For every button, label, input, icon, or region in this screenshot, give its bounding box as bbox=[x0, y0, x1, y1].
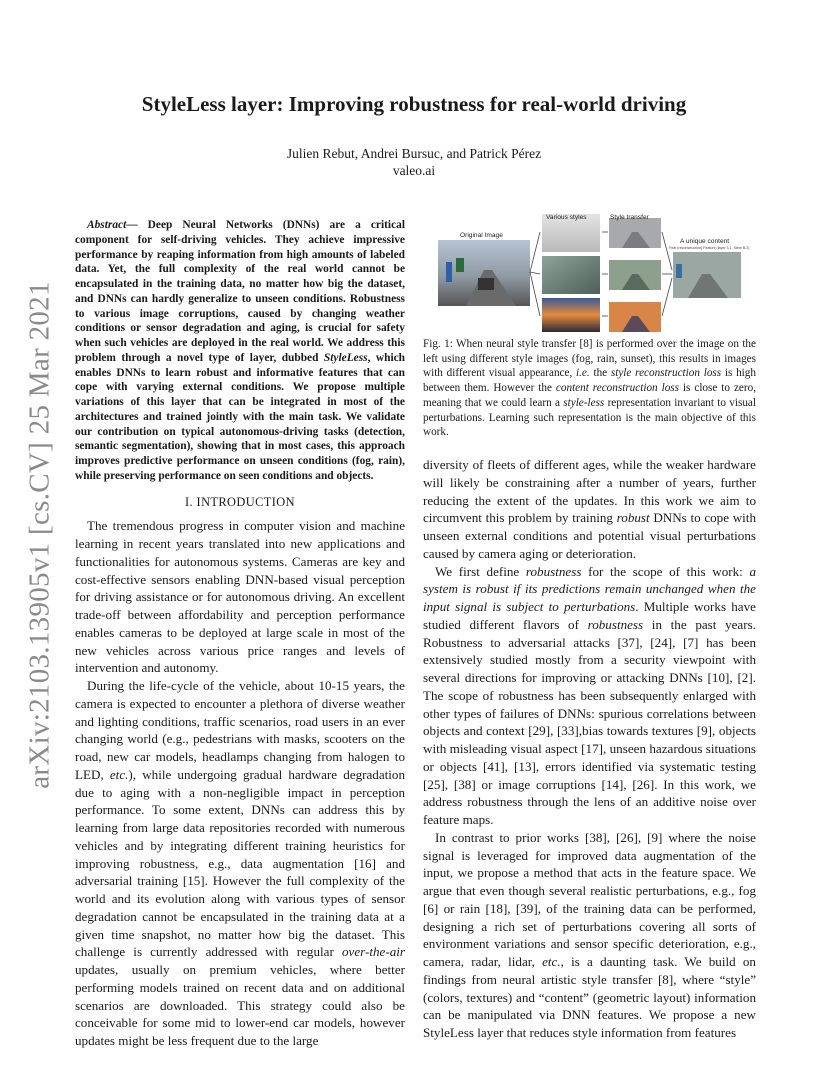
caption-style-less: style-less bbox=[563, 396, 605, 409]
right-p2-definition: a system is robust if its predictions remain unchanged when the input signal is subject to perturbations bbox=[423, 563, 756, 614]
right-p2-b: for the scope of this work: bbox=[581, 563, 750, 579]
right-paragraph-1 bbox=[423, 456, 756, 563]
abstract-label: Abstract bbox=[87, 219, 127, 231]
caption-e: representation invariant to visual perturbations. Learning such representation is the main objective of this work. bbox=[423, 396, 756, 439]
paper-title: StyleLess layer: Improving robustness for real-world driving bbox=[141, 92, 687, 116]
intro-p2-etc: etc. bbox=[109, 766, 129, 782]
section-heading-introduction: I. INTRODUCTION bbox=[185, 494, 295, 509]
left-column bbox=[75, 218, 405, 1050]
right-p1-a: diversity of fleets of different ages, while the weaker hardware will likely be constraining after a number of years, further reducing the extent of the updates. In this work we aim to circumvent this problem by training bbox=[423, 457, 756, 526]
intro-p2-a: During the life-cycle of the vehicle, about 10-15 years, the camera is expected to encounter a plethora of diverse weather and lighting conditions, traffic scenarios, road users in an ever changing world (e.g., pedestrians with masks, scooters on the road, new car models, headlamps changing from halogen to LED, bbox=[75, 678, 405, 782]
figure-1-caption bbox=[423, 337, 756, 440]
original-image bbox=[438, 240, 530, 306]
arxiv-identifier: arXiv:2103.13905v1 [cs.CV] 25 Mar 2021 bbox=[23, 281, 56, 789]
right-paragraph-2 bbox=[423, 563, 756, 829]
abstract-text-b: , which enables DNNs to learn robust and informative features that can cope with varying external conditions. We propose multiple variations of this layer that can be integrated in most of the architectures and trained jointly with the main task. We validate our contribution on typical autonomous-driving tasks (detection, semantic segmentation), showing that in most cases, this approach improves predictive performance on unseen conditions (fog, rain), while preserving performance on seen conditions and objects. bbox=[75, 351, 406, 482]
caption-style-reconstruction-loss: style reconstruction loss bbox=[610, 367, 722, 380]
intro-paragraph-1: The tremendous progress in computer vision and machine learning in recent years translated into new applications and functionalities for autonomous systems. Cameras are key and cost-effective sensors enabling DNN-based visual perception for driving assistance or for autonomous driving. An excellent trade-off between affordability and perception performance enables cameras to be deployed at large scale in most of the new vehicles across various price ranges and levels of intervention and autonomy. bbox=[75, 518, 405, 676]
transfer-rain-image bbox=[609, 260, 661, 290]
style-rain-image bbox=[542, 256, 600, 294]
figure-1-graphic bbox=[436, 212, 756, 334]
abstract bbox=[75, 218, 405, 484]
right-p3-b: , is a daunting task. We build on findings from neural artistic style transfer [8], where “style” (colors, textures) and “content” (geometric layout) information can be manipulated via DNN features. We propose a new StyleLess layer that reduces style information from features bbox=[423, 954, 756, 1040]
abstract-styleless: StyleLess bbox=[323, 351, 368, 364]
caption-content-reconstruction-loss: content reconstruction loss bbox=[555, 382, 679, 395]
caption-c: is high between them. However the bbox=[423, 367, 756, 395]
style-sunset-image bbox=[542, 298, 600, 332]
right-paragraph-3 bbox=[423, 829, 756, 1042]
intro-paragraph-2 bbox=[75, 677, 405, 1050]
label-original-image: Original Image bbox=[460, 232, 503, 239]
right-column bbox=[423, 456, 756, 1042]
label-unique-content-sub: Feat (reconstruction) Feature (layer 3.1, Stem B.2) bbox=[669, 246, 750, 250]
right-p2-robustness: robustness bbox=[525, 563, 582, 579]
unique-content-image bbox=[673, 252, 741, 298]
caption-d: is close to zero, meaning that we could learn a bbox=[423, 382, 756, 409]
figure-1 bbox=[436, 212, 756, 334]
label-various-styles: Various styles bbox=[546, 214, 587, 221]
transfer-sunset-image bbox=[609, 302, 661, 332]
right-p3-etc: etc. bbox=[542, 954, 561, 969]
right-p3-a: In contrast to prior works [38], [26], [9] where the noise signal is leveraged for improved data augmentation of the input, we propose a method that acts in the feature space. We argue that even though several realistic perturbations, e.g., fog [6] or rain [18], [39], of the training data can be performed, designing a rich set of perturbations covering all sorts of environment variations and sensor specific deterioration, e.g., camera, radar, lidar, bbox=[423, 829, 756, 969]
intro-p2-c: updates, usually on premium vehicles, where better performing models trained on recent data and on additional scenarios are downloaded. This strategy could also be conceivable for some mid to lower-end car models, however updates might be less frequent due to the large bbox=[75, 962, 405, 1048]
right-p2-a: We first define bbox=[435, 563, 526, 579]
caption-b: the bbox=[589, 367, 611, 380]
transfer-fog-image bbox=[609, 218, 661, 248]
label-unique-content: A unique content bbox=[680, 238, 730, 245]
arxiv-sidebar bbox=[20, 281, 60, 789]
intro-p2-b: ), while undergoing gradual hardware degradation due to aging with a non-negligible impact in perception performance. To some extent, DNNs can address this by learning from large data repositories recorded with numerous vehicles and by integrating different training heuristics for improving robustness, e.g., data augmentation [16] and adversarial training [15]. However the full complexity of the world and its evolution along with various types of sensor degradation cannot be encapsulated in the training data at a given time snapshot, no matter how big the dataset. This challenge is currently addressed with regular bbox=[75, 766, 406, 960]
caption-ie: i.e. bbox=[576, 367, 590, 380]
right-p2-robustness-2: robustness bbox=[587, 616, 644, 632]
right-p1-robust: robust bbox=[616, 510, 650, 526]
caption-a: Fig. 1: When neural style transfer [8] is performed over the image on the left using different style images (fog, rain, sunset), this results in images with different visual appearance, bbox=[423, 338, 756, 380]
right-p1-b: DNNs to cope with unseen external conditions and potential visual perturbations caused by camera aging or deterioration. bbox=[423, 510, 756, 561]
right-p2-d: in the past years. Robustness to adversarial attacks [37], [24], [7] has been extensively studied mostly from a security viewpoint with several directions for improving or attacking DNNs [10], [2]. The scope of robustness has been subsequently enlarged with other types of failures of DNNs: spurious correlations between objects and context [29], [33],bias towards textures [9], objects with misleading visual aspect [17], unseen hazardous situations or objects [41], [13], errors identified via systematic testing [25], [38] or image corruptions [14], [26]. In this work, we address robustness through the lens of an additive noise over feature maps. bbox=[423, 616, 756, 827]
paper-affiliation: valeo.ai bbox=[392, 163, 436, 178]
label-style-transfer: Style transfer bbox=[610, 214, 649, 221]
abstract-text-a: — Deep Neural Networks (DNNs) are a critical component for self-driving vehicles. They achieve impressive performance by reaping information from high amounts of labeled data. Yet, the full complexity of the real world cannot be encapsulated in the training data, no matter how big the dataset, and DNNs can hardly generalize to unseen conditions. Robustness to various image corruptions, caused by changing weather conditions or sensor degradation and aging, is crucial for safety when such vehicles are deployed in the real world. We address this problem through a novel type of layer, dubbed bbox=[75, 219, 405, 364]
paper-authors: Julien Rebut, Andrei Bursuc, and Patrick Pérez bbox=[286, 146, 542, 161]
right-p2-c: . Multiple works have studied different flavors of bbox=[423, 599, 756, 632]
intro-p2-ota: over-the-air bbox=[341, 944, 405, 960]
